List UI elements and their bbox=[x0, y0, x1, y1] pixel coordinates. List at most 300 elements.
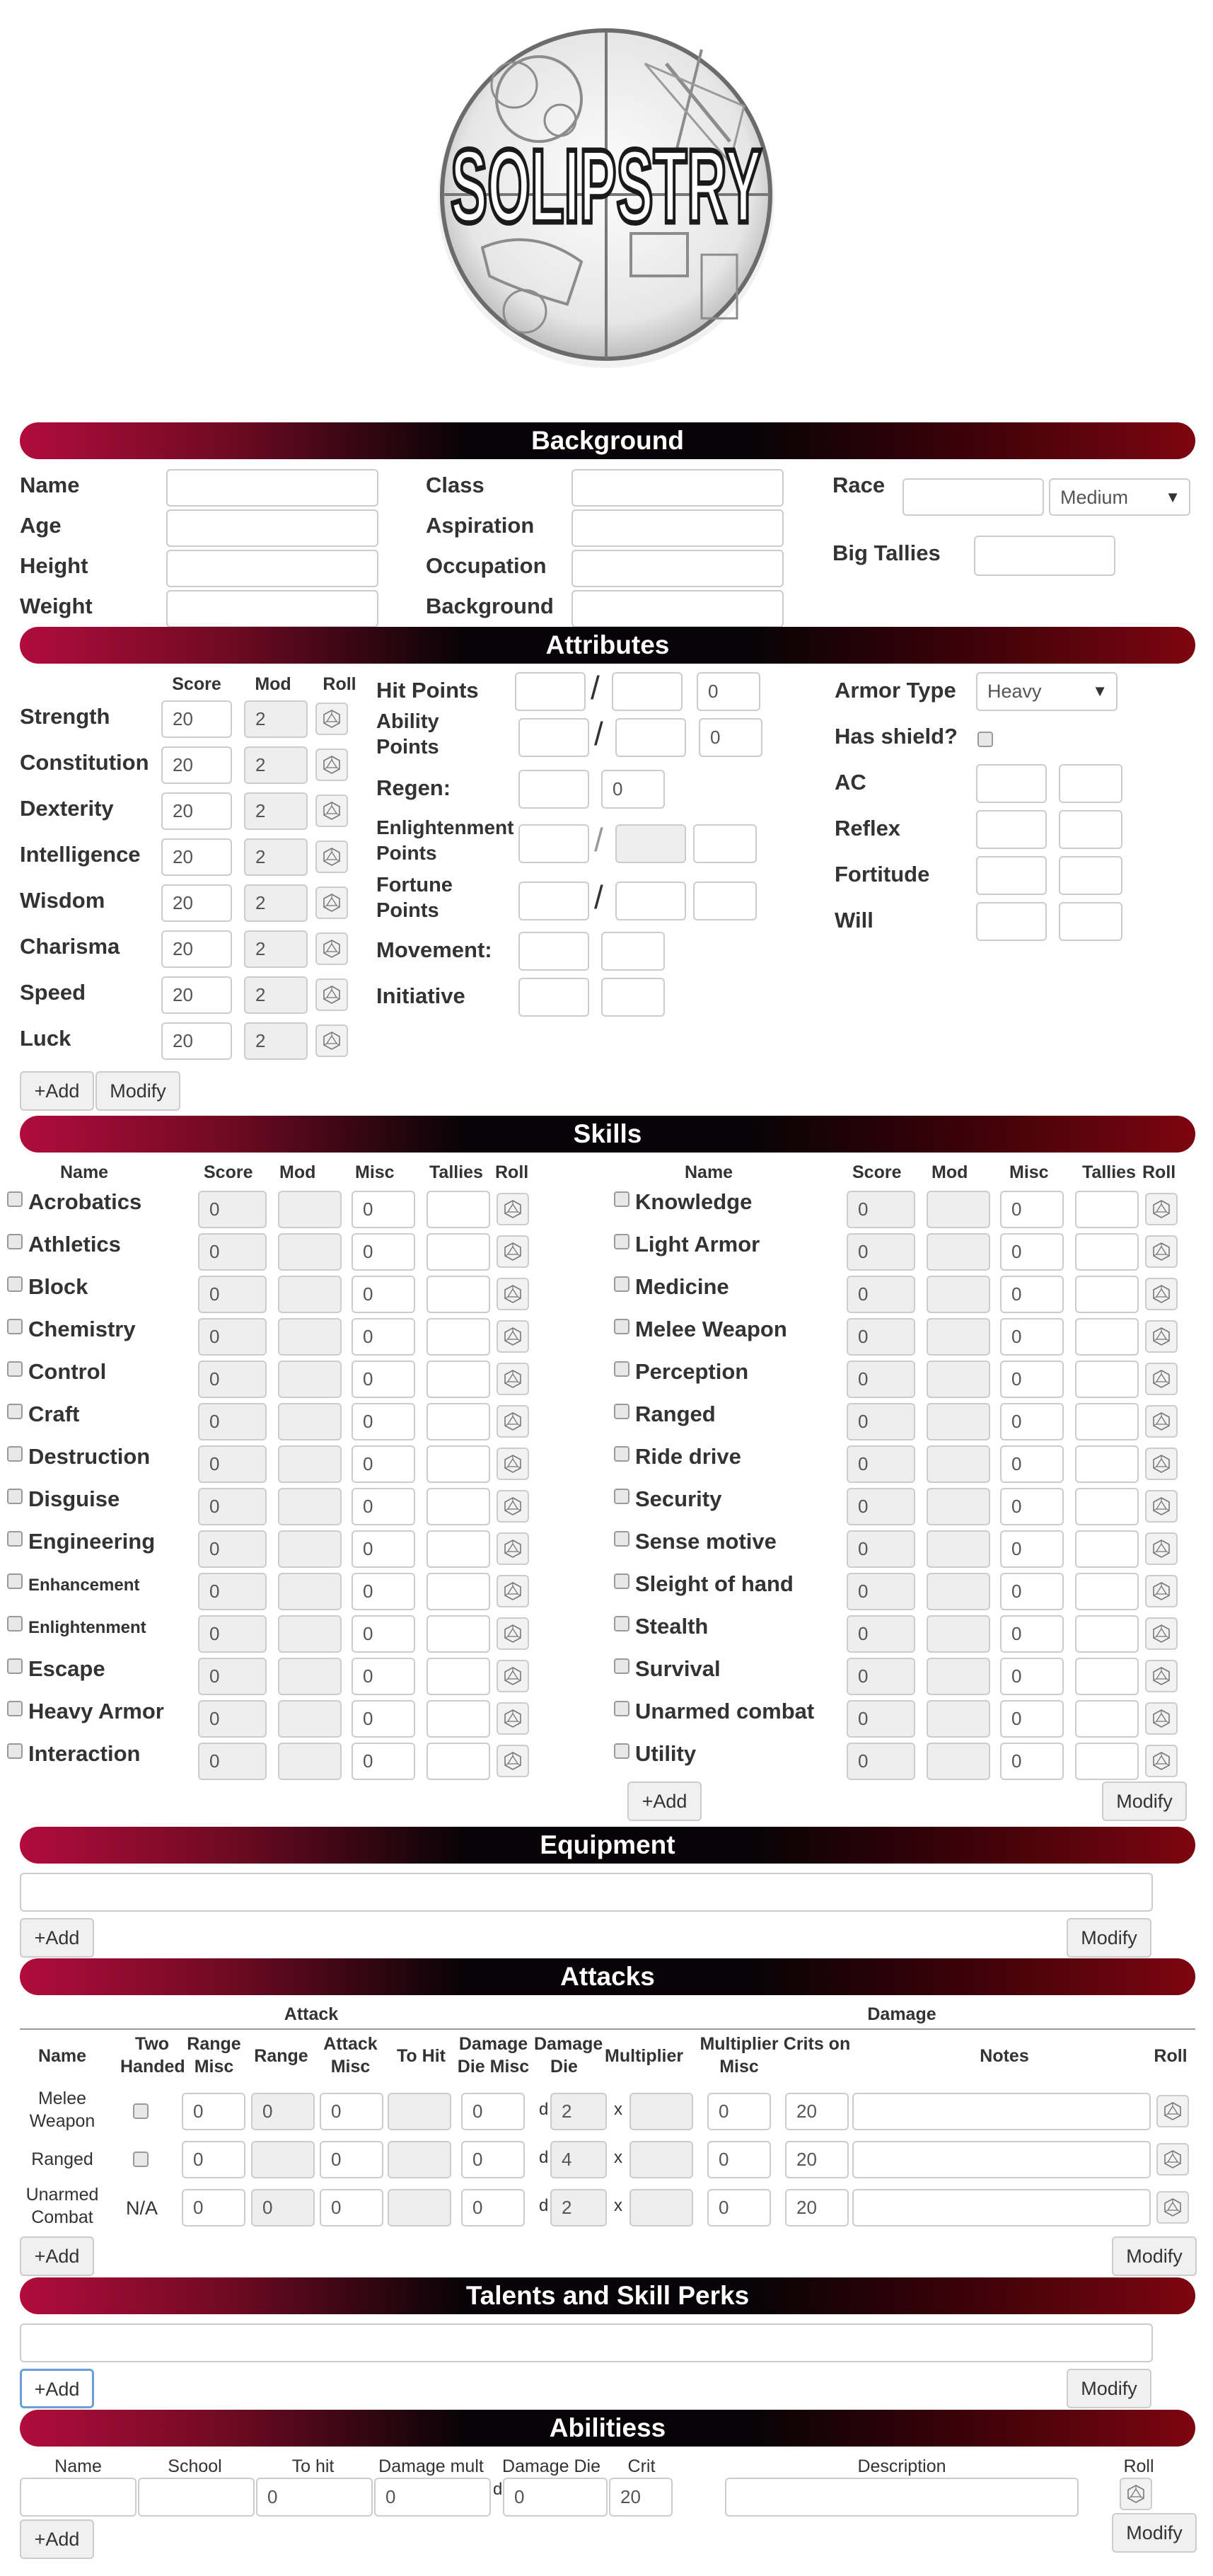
attribute-label: Wisdom bbox=[20, 888, 105, 913]
skill-mod-input bbox=[927, 1403, 990, 1440]
attack-notes-input[interactable] bbox=[852, 2189, 1151, 2226]
attack-misc-input[interactable] bbox=[320, 2141, 383, 2178]
attack-d-separator: d bbox=[539, 2148, 549, 2167]
skill-roll-button[interactable] bbox=[497, 1575, 529, 1607]
dice-icon bbox=[1152, 1540, 1171, 1558]
hit-points-current-input[interactable] bbox=[515, 672, 586, 711]
will-extra-input[interactable] bbox=[1059, 902, 1122, 941]
skill-mod-input bbox=[278, 1573, 342, 1610]
skill-tallies-input[interactable] bbox=[426, 1658, 490, 1695]
attribute-score-input[interactable] bbox=[161, 930, 232, 968]
label-class: Class bbox=[426, 473, 484, 497]
race-input[interactable] bbox=[903, 478, 1044, 516]
skill-roll-button[interactable] bbox=[1145, 1320, 1178, 1353]
skill-label: Heavy Armor bbox=[28, 1699, 164, 1723]
skill-roll-button[interactable] bbox=[1145, 1745, 1178, 1777]
ability-damage-mult-input[interactable] bbox=[374, 2478, 491, 2517]
has-shield-checkbox[interactable] bbox=[977, 732, 993, 747]
skill-score-input bbox=[198, 1361, 267, 1398]
label-hit-points: Hit Points bbox=[376, 678, 479, 703]
skill-label: Light Armor bbox=[635, 1232, 760, 1257]
skill-proficiency-checkbox[interactable] bbox=[614, 1319, 629, 1334]
reflex-extra-input[interactable] bbox=[1059, 810, 1122, 849]
skill-mod-input bbox=[278, 1445, 342, 1483]
skill-mod-input bbox=[927, 1615, 990, 1653]
attribute-mod-input bbox=[244, 700, 308, 738]
skill-roll-button[interactable] bbox=[1145, 1490, 1178, 1523]
skill-roll-button[interactable] bbox=[497, 1660, 529, 1692]
talents-add-button[interactable]: +Add bbox=[20, 2369, 94, 2408]
attack-two-handed-na: N/A bbox=[126, 2197, 158, 2219]
attribute-roll-button[interactable] bbox=[315, 886, 348, 919]
ability-school-input[interactable] bbox=[138, 2478, 255, 2517]
attribute-score-input[interactable] bbox=[161, 746, 232, 784]
dice-icon bbox=[1152, 1667, 1171, 1685]
skills-add-button[interactable]: +Add bbox=[627, 1781, 702, 1821]
attributes-modify-button[interactable]: Modify bbox=[95, 1071, 180, 1111]
dice-icon bbox=[323, 894, 341, 912]
attribute-score-input[interactable] bbox=[161, 1022, 232, 1060]
attack-roll-button[interactable] bbox=[1156, 2191, 1189, 2224]
skill-proficiency-checkbox[interactable] bbox=[7, 1191, 23, 1207]
skill-misc-input[interactable] bbox=[352, 1615, 415, 1653]
attack-multiplier-misc-input[interactable] bbox=[707, 2141, 771, 2178]
skill-roll-button[interactable] bbox=[497, 1363, 529, 1395]
attribute-mod-input bbox=[244, 746, 308, 784]
skill-proficiency-checkbox[interactable] bbox=[614, 1701, 629, 1716]
skill-mod-input bbox=[278, 1700, 342, 1738]
skill-tallies-input[interactable] bbox=[426, 1700, 490, 1738]
skill-roll-button[interactable] bbox=[1145, 1660, 1178, 1692]
skill-roll-button[interactable] bbox=[1145, 1575, 1178, 1607]
skill-roll-button[interactable] bbox=[1145, 1193, 1178, 1225]
skill-tallies-input[interactable] bbox=[1075, 1743, 1139, 1780]
skill-tallies-input[interactable] bbox=[1075, 1488, 1139, 1525]
attack-crits-on-input[interactable] bbox=[785, 2189, 849, 2226]
ac-input[interactable] bbox=[976, 764, 1047, 803]
ability-to-hit-input[interactable] bbox=[256, 2478, 373, 2517]
skill-mod-input bbox=[927, 1276, 990, 1313]
skill-score-input bbox=[198, 1276, 267, 1313]
skill-misc-input[interactable] bbox=[1000, 1403, 1064, 1440]
skill-proficiency-checkbox[interactable] bbox=[7, 1531, 23, 1547]
ability-points-current-input[interactable] bbox=[518, 718, 589, 757]
big-tallies-input[interactable] bbox=[974, 536, 1115, 576]
skill-score-input bbox=[198, 1488, 267, 1525]
class-input[interactable] bbox=[571, 469, 784, 507]
skill-roll-button[interactable] bbox=[1145, 1702, 1178, 1735]
ability-crit-target-input[interactable] bbox=[609, 2478, 673, 2517]
label-height: Height bbox=[20, 553, 88, 578]
attribute-roll-button[interactable] bbox=[315, 1024, 348, 1057]
will-input[interactable] bbox=[976, 902, 1047, 941]
skill-col-mod: Mod bbox=[279, 1162, 316, 1182]
skill-misc-input[interactable] bbox=[1000, 1318, 1064, 1356]
skill-proficiency-checkbox[interactable] bbox=[614, 1489, 629, 1504]
skill-mod-input bbox=[927, 1700, 990, 1738]
logo-wordmark bbox=[451, 128, 762, 245]
dice-icon bbox=[504, 1582, 522, 1600]
skill-tallies-input[interactable] bbox=[1075, 1403, 1139, 1440]
fortitude-input[interactable] bbox=[976, 856, 1047, 895]
skill-proficiency-checkbox[interactable] bbox=[614, 1616, 629, 1631]
skill-misc-input[interactable] bbox=[352, 1573, 415, 1610]
initiative-extra-input[interactable] bbox=[601, 978, 665, 1017]
attack-col-range: Range bbox=[254, 2046, 308, 2066]
skill-tallies-input[interactable] bbox=[1075, 1700, 1139, 1738]
skill-col-roll: Roll bbox=[495, 1162, 529, 1182]
attribute-roll-button[interactable] bbox=[315, 795, 348, 827]
skill-proficiency-checkbox[interactable] bbox=[7, 1361, 23, 1377]
attribute-roll-button[interactable] bbox=[315, 978, 348, 1011]
ability-roll-button[interactable] bbox=[1120, 2478, 1152, 2510]
skill-proficiency-checkbox[interactable] bbox=[614, 1658, 629, 1674]
skill-misc-input[interactable] bbox=[352, 1191, 415, 1228]
equipment-modify-button[interactable]: Modify bbox=[1067, 1918, 1151, 1958]
skill-tallies-input[interactable] bbox=[1075, 1191, 1139, 1228]
attribute-score-input[interactable] bbox=[161, 792, 232, 830]
skill-tallies-input[interactable] bbox=[426, 1573, 490, 1610]
label-background: Background bbox=[426, 594, 554, 618]
skill-proficiency-checkbox[interactable] bbox=[7, 1658, 23, 1674]
attribute-mod-input bbox=[244, 792, 308, 830]
skill-roll-button[interactable] bbox=[1145, 1278, 1178, 1310]
skill-roll-button[interactable] bbox=[497, 1193, 529, 1225]
skill-roll-button[interactable] bbox=[497, 1532, 529, 1565]
skill-proficiency-checkbox[interactable] bbox=[614, 1404, 629, 1419]
skill-tallies-input[interactable] bbox=[426, 1233, 490, 1271]
skill-misc-input[interactable] bbox=[1000, 1658, 1064, 1695]
skill-label: Enhancement bbox=[28, 1576, 140, 1595]
ability-description-input[interactable] bbox=[725, 2478, 1079, 2517]
armor-type-select[interactable] bbox=[976, 672, 1118, 711]
skill-misc-input[interactable] bbox=[352, 1488, 415, 1525]
skill-tallies-input[interactable] bbox=[1075, 1276, 1139, 1313]
label-age: Age bbox=[20, 513, 62, 538]
skill-roll-button[interactable] bbox=[1145, 1448, 1178, 1480]
skill-roll-button[interactable] bbox=[497, 1320, 529, 1353]
attack-col-multiplier: Multiplier bbox=[605, 2046, 684, 2066]
age-input[interactable] bbox=[166, 509, 378, 547]
attribute-roll-button[interactable] bbox=[315, 749, 348, 781]
height-input[interactable] bbox=[166, 550, 378, 587]
attack-two-handed-checkbox[interactable] bbox=[133, 2103, 149, 2119]
ability-points-max-input[interactable] bbox=[615, 718, 686, 757]
skill-score-input bbox=[847, 1191, 915, 1228]
initiative-input[interactable] bbox=[518, 978, 589, 1017]
weight-input[interactable] bbox=[166, 590, 378, 628]
attacks-group-damage: Damage bbox=[867, 2004, 936, 2024]
skill-proficiency-checkbox[interactable] bbox=[7, 1701, 23, 1716]
skill-roll-button[interactable] bbox=[497, 1405, 529, 1438]
dice-icon bbox=[504, 1200, 522, 1218]
skill-tallies-input[interactable] bbox=[426, 1276, 490, 1313]
attacks-modify-button[interactable]: Modify bbox=[1112, 2236, 1197, 2276]
skill-misc-input[interactable] bbox=[1000, 1233, 1064, 1271]
ability-name-input[interactable] bbox=[20, 2478, 137, 2517]
skill-col-tallies: Tallies bbox=[1082, 1162, 1136, 1182]
skill-mod-input bbox=[278, 1743, 342, 1780]
skill-misc-input[interactable] bbox=[352, 1361, 415, 1398]
skill-proficiency-checkbox[interactable] bbox=[614, 1191, 629, 1207]
skill-roll-button[interactable] bbox=[1145, 1363, 1178, 1395]
skill-tallies-input[interactable] bbox=[1075, 1615, 1139, 1653]
attack-notes-input[interactable] bbox=[852, 2141, 1151, 2178]
dice-icon bbox=[504, 1370, 522, 1388]
skill-mod-input bbox=[927, 1488, 990, 1525]
enlightenment-extra-input[interactable] bbox=[693, 824, 757, 863]
skill-misc-input[interactable] bbox=[352, 1658, 415, 1695]
skill-roll-button[interactable] bbox=[497, 1745, 529, 1777]
attack-damage-die-misc-input[interactable] bbox=[461, 2189, 525, 2226]
skill-tallies-input[interactable] bbox=[1075, 1318, 1139, 1356]
attribute-label: Intelligence bbox=[20, 842, 141, 867]
skill-tallies-input[interactable] bbox=[426, 1488, 490, 1525]
regen-value-input[interactable] bbox=[601, 770, 665, 809]
skill-tallies-input[interactable] bbox=[1075, 1361, 1139, 1398]
fortune-extra-input[interactable] bbox=[693, 882, 757, 920]
attribute-score-input[interactable] bbox=[161, 838, 232, 876]
skill-mod-input bbox=[278, 1233, 342, 1271]
label-fortune-points: Fortune Points bbox=[376, 874, 453, 922]
hit-points-extra-input[interactable] bbox=[697, 672, 760, 711]
skill-mod-input bbox=[927, 1318, 990, 1356]
skill-mod-input bbox=[927, 1658, 990, 1695]
skill-misc-input[interactable] bbox=[1000, 1445, 1064, 1483]
movement-input[interactable] bbox=[518, 932, 589, 971]
abilities-add-button[interactable]: +Add bbox=[20, 2519, 94, 2559]
skill-tallies-input[interactable] bbox=[426, 1403, 490, 1440]
attack-damage-die-misc-input[interactable] bbox=[461, 2093, 525, 2130]
skill-tallies-input[interactable] bbox=[426, 1743, 490, 1780]
skill-roll-button[interactable] bbox=[1145, 1617, 1178, 1650]
skill-label: Block bbox=[28, 1274, 88, 1299]
skill-proficiency-checkbox[interactable] bbox=[614, 1573, 629, 1589]
attack-range-input bbox=[251, 2189, 315, 2226]
skill-score-input bbox=[847, 1318, 915, 1356]
attribute-score-input[interactable] bbox=[161, 700, 232, 738]
skill-tallies-input[interactable] bbox=[426, 1318, 490, 1356]
skill-label: Ride drive bbox=[635, 1444, 741, 1469]
skill-misc-input[interactable] bbox=[352, 1445, 415, 1483]
skill-misc-input[interactable] bbox=[1000, 1615, 1064, 1653]
dice-icon bbox=[504, 1752, 522, 1770]
attribute-score-input[interactable] bbox=[161, 884, 232, 922]
skill-proficiency-checkbox[interactable] bbox=[7, 1446, 23, 1462]
skill-roll-button[interactable] bbox=[497, 1617, 529, 1650]
skill-mod-input bbox=[278, 1615, 342, 1653]
skill-proficiency-checkbox[interactable] bbox=[614, 1743, 629, 1759]
skill-tallies-input[interactable] bbox=[1075, 1573, 1139, 1610]
skill-tallies-input[interactable] bbox=[426, 1615, 490, 1653]
attack-notes-input[interactable] bbox=[852, 2093, 1151, 2130]
skill-roll-button[interactable] bbox=[497, 1490, 529, 1523]
attack-two-handed-checkbox[interactable] bbox=[133, 2152, 149, 2167]
skills-modify-button[interactable]: Modify bbox=[1102, 1781, 1187, 1821]
skill-misc-input[interactable] bbox=[1000, 1191, 1064, 1228]
skill-roll-button[interactable] bbox=[497, 1702, 529, 1735]
dice-icon bbox=[1163, 2102, 1182, 2120]
attribute-label: Dexterity bbox=[20, 796, 114, 821]
skill-proficiency-checkbox[interactable] bbox=[7, 1573, 23, 1589]
attack-misc-input[interactable] bbox=[320, 2093, 383, 2130]
skill-proficiency-checkbox[interactable] bbox=[7, 1404, 23, 1419]
skill-misc-input[interactable] bbox=[1000, 1488, 1064, 1525]
attack-range-misc-input[interactable] bbox=[182, 2141, 245, 2178]
skill-roll-button[interactable] bbox=[497, 1448, 529, 1480]
dice-icon bbox=[323, 802, 341, 820]
skill-score-input bbox=[198, 1445, 267, 1483]
abilities-modify-button[interactable]: Modify bbox=[1112, 2513, 1197, 2553]
enlightenment-slash: / bbox=[594, 821, 603, 858]
skill-misc-input[interactable] bbox=[1000, 1276, 1064, 1313]
label-ability-points: Ability Points bbox=[376, 710, 439, 758]
skill-misc-input[interactable] bbox=[352, 1318, 415, 1356]
skill-roll-button[interactable] bbox=[1145, 1405, 1178, 1438]
attack-range-misc-input[interactable] bbox=[182, 2093, 245, 2130]
skill-tallies-input[interactable] bbox=[426, 1361, 490, 1398]
skill-misc-input[interactable] bbox=[352, 1403, 415, 1440]
ability-damage-die-input[interactable] bbox=[503, 2478, 608, 2517]
occupation-input[interactable] bbox=[571, 550, 784, 587]
skill-label: Disguise bbox=[28, 1486, 120, 1511]
svg-text:SOLIPSTRY: SOLIPSTRY bbox=[451, 128, 762, 245]
skill-tallies-input[interactable] bbox=[426, 1445, 490, 1483]
skill-tallies-input[interactable] bbox=[1075, 1233, 1139, 1271]
attributes-add-button[interactable]: +Add bbox=[20, 1071, 94, 1111]
name-input[interactable] bbox=[166, 469, 378, 507]
label-initiative: Initiative bbox=[376, 983, 465, 1008]
dice-icon bbox=[1163, 2198, 1182, 2217]
attack-crits-on-input[interactable] bbox=[785, 2093, 849, 2130]
skill-proficiency-checkbox[interactable] bbox=[7, 1234, 23, 1249]
equipment-add-button[interactable]: +Add bbox=[20, 1918, 94, 1958]
skill-misc-input[interactable] bbox=[1000, 1573, 1064, 1610]
skill-misc-input[interactable] bbox=[352, 1743, 415, 1780]
skill-tallies-input[interactable] bbox=[426, 1530, 490, 1568]
enlightenment-current-input[interactable] bbox=[518, 824, 589, 863]
skill-score-input bbox=[847, 1743, 915, 1780]
attacks-add-button[interactable]: +Add bbox=[20, 2236, 94, 2276]
attack-multiplier-misc-input[interactable] bbox=[707, 2093, 771, 2130]
abilities-col-school: School bbox=[168, 2456, 222, 2476]
size-select-value: Medium bbox=[1060, 487, 1129, 508]
skill-proficiency-checkbox[interactable] bbox=[7, 1616, 23, 1631]
attack-name-label: Ranged bbox=[31, 2149, 93, 2169]
skill-score-input bbox=[198, 1573, 267, 1610]
dice-icon bbox=[504, 1285, 522, 1303]
skill-tallies-input[interactable] bbox=[426, 1191, 490, 1228]
talents-modify-button[interactable]: Modify bbox=[1067, 2369, 1151, 2408]
attribute-roll-button[interactable] bbox=[315, 932, 348, 965]
regen-input[interactable] bbox=[518, 770, 589, 809]
label-armor-type: Armor Type bbox=[835, 678, 956, 703]
dice-icon bbox=[504, 1709, 522, 1728]
label-aspiration: Aspiration bbox=[426, 513, 535, 538]
skill-misc-input[interactable] bbox=[352, 1276, 415, 1313]
attack-to-hit-input bbox=[388, 2189, 451, 2226]
skill-proficiency-checkbox[interactable] bbox=[614, 1531, 629, 1547]
enlightenment-max-input[interactable] bbox=[615, 824, 686, 863]
chevron-down-icon: ▼ bbox=[1092, 682, 1108, 700]
attack-misc-input[interactable] bbox=[320, 2189, 383, 2226]
skill-proficiency-checkbox[interactable] bbox=[7, 1743, 23, 1759]
skill-roll-button[interactable] bbox=[1145, 1532, 1178, 1565]
skill-misc-input[interactable] bbox=[1000, 1530, 1064, 1568]
fortitude-extra-input[interactable] bbox=[1059, 856, 1122, 895]
skill-tallies-input[interactable] bbox=[1075, 1530, 1139, 1568]
dice-icon bbox=[1152, 1752, 1171, 1770]
skill-misc-input[interactable] bbox=[1000, 1743, 1064, 1780]
skill-misc-input[interactable] bbox=[1000, 1361, 1064, 1398]
skill-misc-input[interactable] bbox=[352, 1530, 415, 1568]
dice-icon bbox=[504, 1497, 522, 1515]
skill-roll-button[interactable] bbox=[497, 1278, 529, 1310]
skill-proficiency-checkbox[interactable] bbox=[614, 1446, 629, 1462]
fortune-current-input[interactable] bbox=[518, 882, 589, 920]
skill-col-score: Score bbox=[204, 1162, 253, 1182]
skill-proficiency-checkbox[interactable] bbox=[7, 1276, 23, 1292]
attribute-score-input[interactable] bbox=[161, 976, 232, 1014]
skill-score-input bbox=[847, 1658, 915, 1695]
skill-roll-button[interactable] bbox=[1145, 1235, 1178, 1268]
fortune-max-input[interactable] bbox=[615, 882, 686, 920]
skill-score-input bbox=[847, 1488, 915, 1525]
attack-range-misc-input[interactable] bbox=[182, 2189, 245, 2226]
attack-multiplier-misc-input[interactable] bbox=[707, 2189, 771, 2226]
skill-misc-input[interactable] bbox=[352, 1700, 415, 1738]
label-has-shield: Has shield? bbox=[835, 724, 958, 749]
attack-roll-button[interactable] bbox=[1156, 2095, 1189, 2127]
skill-score-input bbox=[198, 1233, 267, 1271]
background-input[interactable] bbox=[571, 590, 784, 628]
hit-points-max-input[interactable] bbox=[612, 672, 683, 711]
skill-label: Survival bbox=[635, 1656, 721, 1681]
ac-extra-input[interactable] bbox=[1059, 764, 1122, 803]
skill-proficiency-checkbox[interactable] bbox=[614, 1361, 629, 1377]
attribute-label: Speed bbox=[20, 980, 86, 1005]
reflex-input[interactable] bbox=[976, 810, 1047, 849]
skill-score-input bbox=[847, 1276, 915, 1313]
attribute-roll-button[interactable] bbox=[315, 841, 348, 873]
attack-col-range-misc: Range Misc bbox=[187, 2034, 241, 2077]
skill-mod-input bbox=[927, 1743, 990, 1780]
skill-tallies-input[interactable] bbox=[1075, 1445, 1139, 1483]
skill-tallies-input[interactable] bbox=[1075, 1658, 1139, 1695]
skill-proficiency-checkbox[interactable] bbox=[614, 1276, 629, 1292]
attribute-roll-button[interactable] bbox=[315, 703, 348, 735]
skill-score-input bbox=[847, 1615, 915, 1653]
skill-score-input bbox=[847, 1573, 915, 1610]
skill-misc-input[interactable] bbox=[352, 1233, 415, 1271]
skill-proficiency-checkbox[interactable] bbox=[614, 1234, 629, 1249]
aspiration-input[interactable] bbox=[571, 509, 784, 547]
attr-col-mod: Mod bbox=[255, 674, 291, 694]
skill-label: Security bbox=[635, 1486, 722, 1511]
skill-roll-button[interactable] bbox=[497, 1235, 529, 1268]
skill-proficiency-checkbox[interactable] bbox=[7, 1489, 23, 1504]
attack-roll-button[interactable] bbox=[1156, 2143, 1189, 2176]
attack-crits-on-input[interactable] bbox=[785, 2141, 849, 2178]
movement-extra-input[interactable] bbox=[601, 932, 665, 971]
skill-misc-input[interactable] bbox=[1000, 1700, 1064, 1738]
abilities-col-damage-die: Damage Die bbox=[502, 2456, 600, 2476]
attack-damage-die-misc-input[interactable] bbox=[461, 2141, 525, 2178]
skill-proficiency-checkbox[interactable] bbox=[7, 1319, 23, 1334]
abilities-col-name: Name bbox=[54, 2456, 102, 2476]
size-select[interactable] bbox=[1049, 478, 1190, 516]
ability-points-extra-input[interactable] bbox=[699, 718, 762, 757]
